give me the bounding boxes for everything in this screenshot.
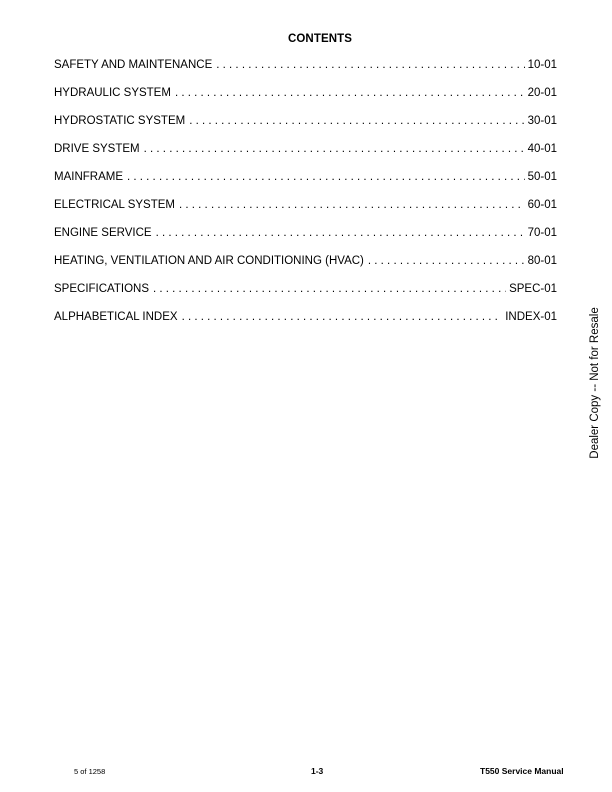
toc-entry-hydraulic-system[interactable] (54, 87, 557, 115)
toc-entry-hydrostatic-system[interactable] (54, 115, 557, 143)
toc-entry-page: 50-01 (525, 171, 557, 183)
footer-page-count: 5 of 1258 (74, 767, 106, 776)
dealer-copy-stamp (588, 307, 602, 459)
toc-entry-specifications[interactable] (54, 283, 557, 311)
toc-entry-title: HEATING, VENTILATION AND AIR CONDITIONING (HVAC) (54, 255, 364, 267)
toc-entry-electrical-system[interactable] (54, 199, 557, 227)
toc-entry-title: ALPHABETICAL INDEX (54, 311, 178, 323)
toc-entry-title: ENGINE SERVICE (54, 227, 152, 239)
toc-entry-title: MAINFRAME (54, 171, 123, 183)
dot-leader (368, 255, 525, 267)
table-of-contents (54, 59, 557, 339)
dot-leader (216, 59, 524, 71)
toc-entry-title: HYDRAULIC SYSTEM (54, 87, 171, 99)
toc-entry-engine-service[interactable] (54, 227, 557, 255)
page-title: CONTENTS (287, 33, 353, 45)
toc-entry-title: HYDROSTATIC SYSTEM (54, 115, 186, 127)
dot-leader (127, 171, 525, 183)
dot-leader (153, 283, 506, 295)
toc-entry-page: 70-01 (525, 227, 557, 239)
toc-entry-drive-system[interactable] (54, 143, 557, 171)
toc-entry-page: 60-01 (525, 199, 557, 211)
toc-entry-page: INDEX-01 (502, 311, 557, 323)
toc-entry-title: DRIVE SYSTEM (54, 143, 140, 155)
toc-entry-title: ELECTRICAL SYSTEM (54, 199, 175, 211)
toc-entry-page: 80-01 (525, 255, 557, 267)
footer-page-number: 1-3 (311, 766, 324, 776)
toc-entry-mainframe[interactable] (54, 171, 557, 199)
toc-entry-page: 10-01 (525, 59, 557, 71)
dot-leader (179, 199, 525, 211)
dealer-copy-text: Dealer Copy -- Not for Resale (589, 307, 601, 459)
dot-leader (182, 311, 503, 323)
dot-leader (175, 87, 525, 99)
dot-leader (189, 115, 524, 127)
toc-entry-alphabetical-index[interactable] (54, 311, 557, 339)
dot-leader (144, 143, 525, 155)
toc-entry-safety-and-maintenance[interactable] (54, 59, 557, 87)
toc-entry-title: SAFETY AND MAINTENANCE (54, 59, 213, 71)
toc-entry-page: SPEC-01 (506, 283, 557, 295)
footer-manual-name: T550 Service Manual (480, 766, 564, 776)
toc-entry-page: 20-01 (525, 87, 557, 99)
toc-entry-hvac[interactable] (54, 255, 557, 283)
toc-entry-title: SPECIFICATIONS (54, 283, 149, 295)
dot-leader (156, 227, 525, 239)
toc-entry-page: 30-01 (525, 115, 557, 127)
toc-entry-page: 40-01 (525, 143, 557, 155)
